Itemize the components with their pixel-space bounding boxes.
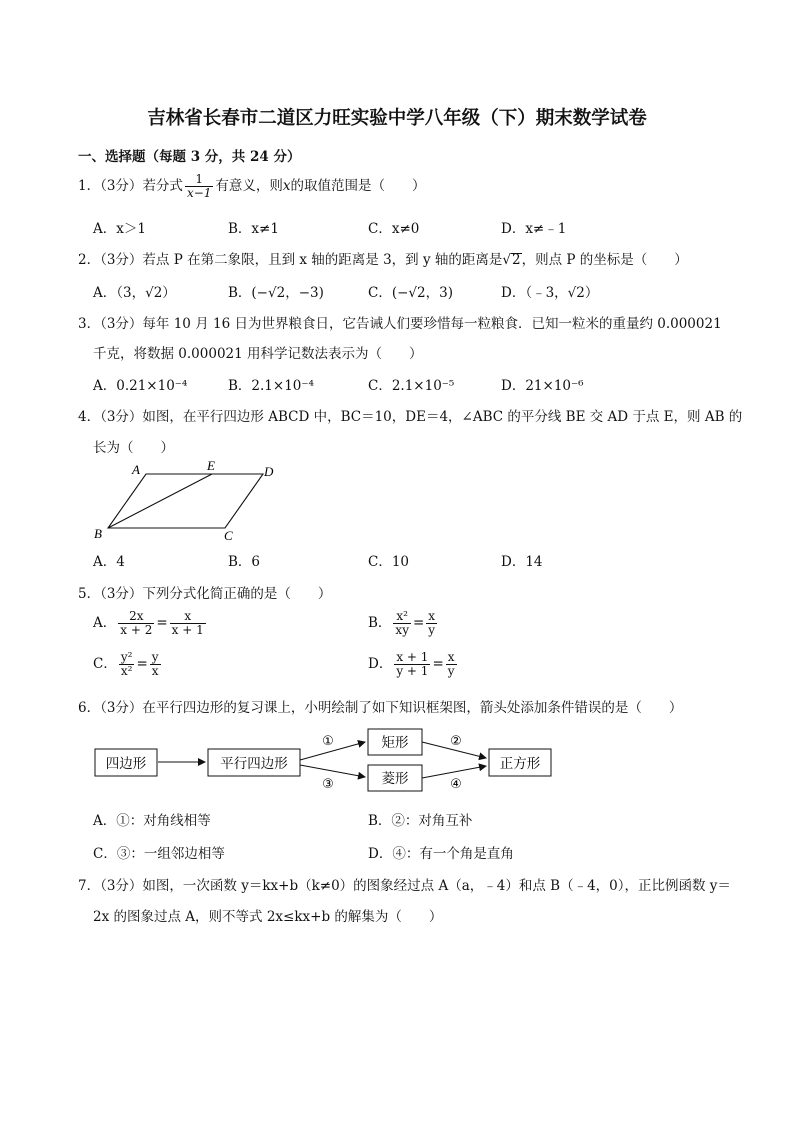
q3-option-c: C．2.1×10⁻⁵ [368, 378, 455, 394]
q5-option-c: C． $\frac{\text{y²}}{\text{x²}}$ = $\frac{y}{x}$ [93, 650, 159, 678]
question-7-line1: 7．（3分）如图，一次函数 y＝kx+b（k≠0）的图象经过点 A（a，﹣4）和点 B（﹣4，0），正比例函数 y＝ [78, 878, 731, 894]
parallelogram-abcd [108, 474, 263, 528]
segment-be [108, 474, 212, 528]
q6-option-a: A．①：对角线相等 [93, 813, 211, 829]
q5-a-rd: x + 1 [171, 623, 204, 637]
q5-b-letter: B． [368, 615, 392, 631]
q6-option-b: B．②：对角互补 [368, 813, 473, 829]
q5-a-left [118, 610, 154, 637]
mark-1: ① [322, 734, 334, 749]
q5-d-ld: y + 1 [396, 664, 429, 678]
q1-frac-den: x−1 [186, 186, 212, 200]
q1-option-d: D．x≠﹣1 [501, 221, 567, 237]
q5-b-left [393, 610, 411, 637]
q5-d-ln: x + 1 [396, 650, 429, 664]
q1-option-b: B．x≠1 [228, 221, 279, 237]
q5-b-ln: x² [396, 609, 408, 623]
q5-option-b: B． $\frac{\text{x²}}{xy}$ = $\frac{x}{y}$ [368, 609, 436, 637]
question-7-line2: 2x 的图象过点 A，则不等式 2x≤kx+b 的解集为（ ） [93, 909, 443, 925]
q3-option-b: B．2.1×10⁻⁴ [228, 378, 314, 394]
q6-option-c: C．③：一组邻边相等 [93, 846, 225, 862]
q5-option-a: A． $\frac{2x}{x + 2}$ = $\frac{x}{x + 1}$ [93, 609, 204, 637]
q5-d-letter: D． [368, 656, 393, 672]
q2-option-a: A．（3，√2） [93, 285, 176, 301]
q5-c-letter: C． [93, 656, 117, 672]
question-4-line2: 长为（ ） [93, 440, 174, 456]
q5-d-rd: y [447, 664, 455, 678]
label-a: A [132, 462, 140, 477]
mark-4: ④ [450, 777, 462, 792]
mark-2: ② [450, 734, 462, 749]
label-c: C [224, 528, 233, 543]
box-square-label: 正方形 [499, 756, 541, 772]
section-heading-choice: 一、选择题（每题 3 分，共 24 分） [78, 149, 301, 165]
q5-a-ln: 2x [129, 609, 144, 623]
question-6-stem: 6．（3分）在平行四边形的复习课上，小明绘制了如下知识框架图，箭头处添加条件错误的是（ ） [78, 700, 683, 716]
q1-number: 1． [78, 178, 101, 194]
q1-frac-num: 1 [195, 172, 203, 186]
q5-b-rn: x [428, 609, 436, 623]
q5-b-ld: xy [395, 623, 409, 637]
arrow-to-rhombus [300, 765, 365, 777]
mark-3: ③ [322, 777, 334, 792]
question-2-stem: 2．（3分）若点 P 在第二象限，且到 x 轴的距离是 3，到 y 轴的距离是√2，则点 P 的坐标是（ ） [78, 252, 688, 268]
question-3-line2: 千克，将数据 0.000021 用科学记数法表示为（ ） [93, 346, 423, 362]
q5-d-right [446, 651, 457, 678]
q5-a-ld: x + 2 [120, 623, 153, 637]
page-title: 吉林省长春市二道区力旺实验中学八年级（下）期末数学试卷 [147, 108, 647, 129]
q2-option-d: D．（﹣3，√2） [501, 285, 599, 301]
q1-post2: 的取值范围是（ ） [290, 178, 426, 194]
q1-option-a: A．x＞1 [93, 221, 146, 237]
q3-option-a: A．0.21×10⁻⁴ [93, 378, 188, 394]
q6-option-d: D．④：有一个角是直角 [368, 846, 514, 862]
q2-option-b: B．(−√2，−3) [228, 285, 324, 301]
q5-d-rn: x [447, 650, 455, 664]
q5-a-rn: x [184, 609, 192, 623]
q5-c-ln: y² [120, 650, 133, 664]
q5-c-ld: x² [119, 664, 135, 678]
q4-option-d: D．14 [501, 554, 543, 570]
q2-sqrt: 2 [512, 252, 521, 268]
question-4-line1: 4．（3分）如图，在平行四边形 ABCD 中，BC＝10，DE＝4，∠ABC 的平分线 BE 交 AD 于点 E，则 AB 的 [78, 409, 743, 425]
q2-option-c: C．(−√2，3) [368, 285, 453, 301]
q5-c-right [150, 651, 161, 678]
knowledge-framework-diagram [88, 722, 558, 800]
q1-pre: 若分式 [142, 178, 183, 194]
q3-option-d: D．21×10⁻⁶ [501, 378, 584, 394]
q2-text: 2．（3分）若点 P 在第二象限，且到 x 轴的距离是 3，到 y 轴的距离是 [78, 252, 503, 268]
box-quadrilateral-label: 四边形 [105, 756, 147, 772]
q5-c-rn: y [151, 650, 159, 664]
question-1-stem [78, 173, 426, 200]
q1-option-c: C．x≠0 [368, 221, 420, 237]
label-b: B [94, 526, 102, 541]
q4-option-b: B．6 [228, 554, 261, 570]
q1-post: 有意义，则 [215, 178, 283, 194]
q5-a-letter: A． [93, 615, 117, 631]
q5-b-right [426, 610, 437, 637]
question-5-stem: 5．（3分）下列分式化简正确的是（ ） [78, 586, 332, 602]
q5-option-d: D． $\frac{x + 1}{y + 1}$ = $\frac{x}{y}$ [368, 650, 455, 678]
q4-option-a: A．4 [93, 554, 125, 570]
label-d: D [264, 464, 274, 479]
q1-fraction [185, 173, 213, 200]
q5-a-right [170, 610, 206, 637]
q4-option-c: C．10 [368, 554, 410, 570]
q1-score: （3分） [100, 178, 143, 194]
q5-c-rd: x [151, 664, 159, 678]
box-parallelogram-label: 平行四边形 [220, 756, 288, 772]
question-3-line1: 3．（3分）每年 10 月 16 日为世界粮食日，它告诫人们要珍惜每一粒粮食．已知一粒米的重量约 0.000021 [78, 316, 722, 332]
parallelogram-figure [88, 456, 288, 546]
box-rhombus-label: 菱形 [381, 771, 409, 787]
q5-c-left [119, 651, 135, 678]
q2-text2: ，则点 P 的坐标是（ ） [521, 252, 688, 268]
q5-b-rd: y [428, 623, 436, 637]
q1-var: x [282, 178, 291, 194]
box-rectangle-label: 矩形 [381, 735, 409, 751]
label-e: E [207, 458, 215, 473]
q5-d-left [394, 651, 430, 678]
